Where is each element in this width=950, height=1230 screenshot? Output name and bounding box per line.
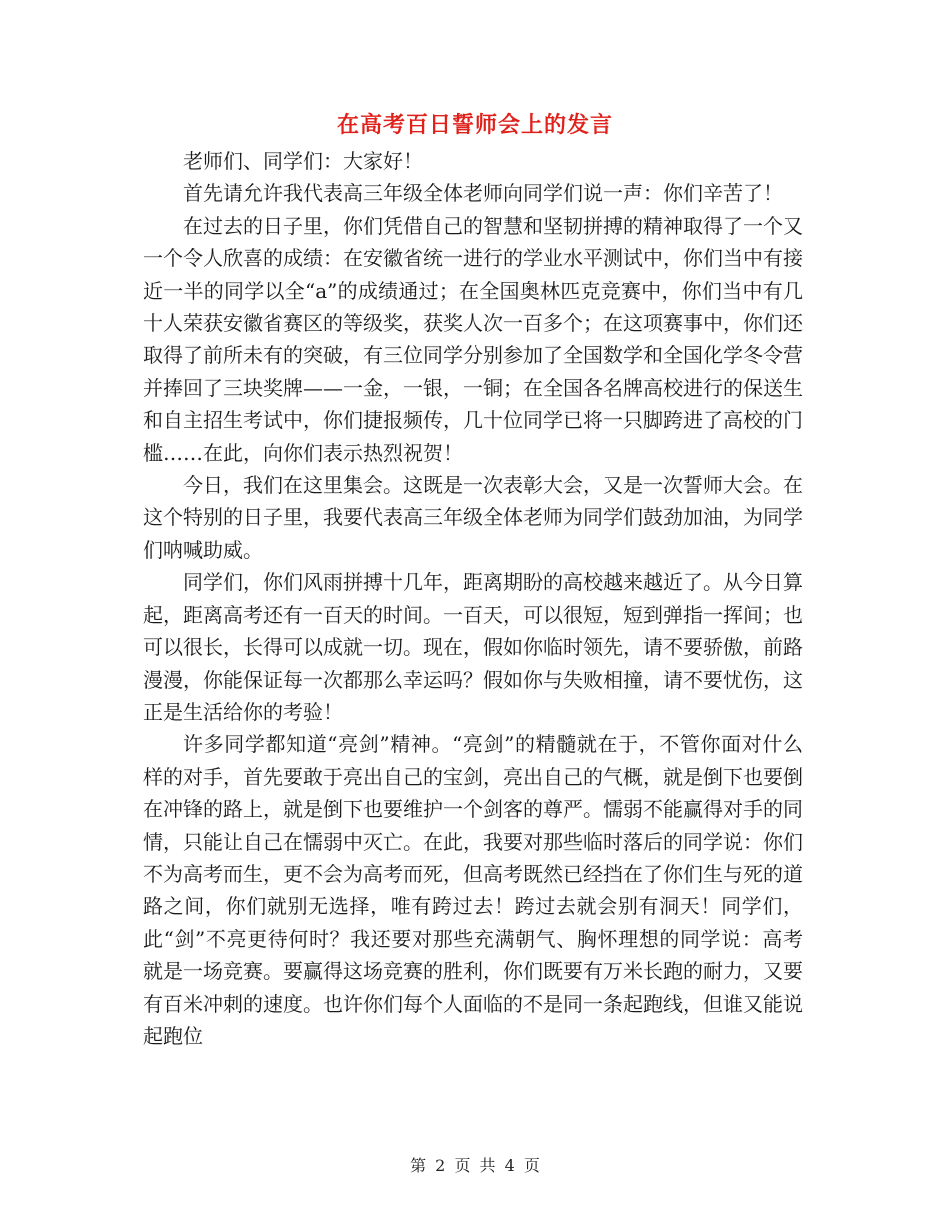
- document-title: 在高考百日誓师会上的发言: [336, 112, 613, 138]
- paragraph-achievements: 在过去的日子里，你们凭借自己的智慧和坚韧拼搏的精神取得了一个又一个令人欣喜的成绩：在安徽省统一进行的学业水平测试中，你们当中有接近一半的同学以全“a”的成绩通过；在全国奥林匹克竞赛中，你们当中有几十人荣获安徽省赛区的等级奖，获奖人次一百多个；在这项赛事中，你们还取得了前所未有的突破，有三位同学分别参加了全国数学和全国化学冬令营并捧回了三块奖牌——一金，一银，一铜；在全国各名牌高校进行的保送生和自主招生考试中，你们捷报频传，几十位同学已将一只脚跨进了高校的门槛……在此，向你们表示热烈祝贺！: [143, 213, 803, 465]
- page-number-footer: 第 2 页 共 4 页: [410, 1156, 540, 1175]
- paragraph-opening: 首先请允许我代表高三年级全体老师向同学们说一声：你们辛苦了！: [183, 181, 783, 206]
- document-body: [143, 145, 803, 1052]
- paragraph-hundred-days: 同学们，你们风雨拼搏十几年，距离期盼的高校越来越近了。从今日算起，距离高考还有一百天的时间。一百天，可以很短，短到弹指一挥间；也可以很长，长得可以成就一切。现在，假如你临时领先，请不要骄傲，前路漫漫，你能保证每一次都那么幸运吗？假如你与失败相撞，请不要忧伤，这正是生活给你的考验！: [143, 570, 803, 724]
- paragraph-liangjian: 许多同学都知道“亮剑”精神。“亮剑”的精髓就在于，不管你面对什么样的对手，首先要敢于亮出自己的宝剑，亮出自己的气概，就是倒下也要倒在冲锋的路上，就是倒下也要维护一个剑客的尊严。懦弱不能赢得对手的同情，只能让自己在懦弱中灭亡。在此，我要对那些临时落后的同学说：你们不为高考而生，更不会为高考而死，但高考既然已经挡在了你们生与死的道路之间，你们就别无选择，唯有跨过去！跨过去就会别有洞天！同学们，此“剑”不亮更待何时？我还要对那些充满朝气、胸怀理想的同学说：高考就是一场竞赛。要赢得这场竞赛的胜利，你们既要有万米长跑的耐力，又要有百米冲刺的速度。也许你们每个人面临的不是同一条起跑线，但谁又能说起跑位: [143, 732, 803, 1048]
- paragraph-greeting: 老师们、同学们：大家好！: [183, 149, 423, 173]
- paragraph-assembly: 今日，我们在这里集会。这既是一次表彰大会，又是一次誓师大会。在这个特别的日子里，我要代表高三年级全体老师为同学们鼓劲加油，为同学们呐喊助威。: [143, 473, 803, 562]
